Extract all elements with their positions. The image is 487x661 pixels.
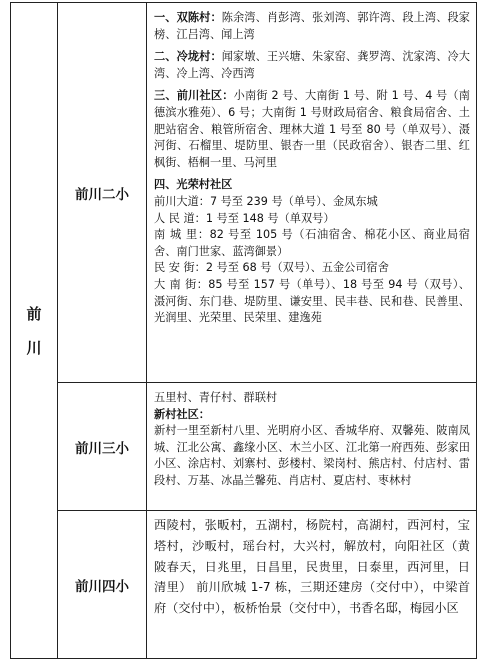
village-list: 五里村、青仔村、群联村 <box>154 391 278 404</box>
section-text: 小南街 2 号、大南街 1 号、附 1 号、4 号（南德滨水雅苑）、6 号；大南街 1 号财政局宿舍、粮食局宿舍、土肥站宿舍、粮管所宿舍、理林大道 1 号至 80 号（单双号）、滠河街、石榴里、堤防里、银杏一里（民政宿舍）、银杏二里、红枫街、梧桐一里、马河里 <box>154 89 470 169</box>
school-name-cell <box>58 383 147 511</box>
section-title: 三、前川社区： <box>154 89 234 103</box>
table-row <box>11 511 477 659</box>
street-line: 民 安 街：2 号至 68 号（双号）、五金公司宿舍 <box>154 261 389 275</box>
section-text: 陈余湾、肖彭湾、张刘湾、郭许湾、段上湾、段家榜、江吕湾、闻上湾 <box>154 11 470 41</box>
section-4-title: 四、光荣村社区 <box>154 178 233 192</box>
school-name: 前川四小 <box>75 578 129 595</box>
table-row <box>11 3 477 383</box>
street-line: 大 南 街：85 号至 157 号（单号）、18 号至 94 号（双号）、滠河街、东门巷、堤防里、谦安里、民丰巷、民和巷、民善里、光润里、光荣里、民荣里、建逸苑 <box>154 277 470 325</box>
school-name: 前川二小 <box>75 186 129 203</box>
section-3 <box>154 88 470 171</box>
section-title: 二、冷垅村： <box>154 50 222 64</box>
school-name-cell <box>58 3 147 383</box>
school-name-cell <box>58 511 147 659</box>
section-text: 闻家墩、王兴塘、朱家窑、龚罗湾、沈家湾、冷大湾、冷上湾、冷西湾 <box>154 50 470 80</box>
service-area-cell <box>147 511 477 659</box>
community-title: 新村社区： <box>154 407 210 421</box>
service-area-cell <box>147 3 477 383</box>
district-cell <box>11 3 58 659</box>
community-list: 新村一里至新村八里、光明府小区、香城华府、双馨苑、陂南凤城、江北公寓、鑫缘小区、木兰小区、江北第一府西苑、彭家田小区、涂店村、刘寨村、彭楼村、梁岗村、熊店村、付店村、雷段村、万基、冰晶兰馨苑、肖店村、夏店村、枣林村 <box>154 424 470 487</box>
section-1 <box>154 10 470 43</box>
street-line: 南 城 里：82 号至 105 号（石油宿舍、棉花小区、商业局宿舍、南门世家、蓝湾御景） <box>154 228 470 258</box>
section-title: 一、双陈村： <box>154 11 222 24</box>
table-row <box>11 383 477 511</box>
district-name: 前川 <box>26 304 42 357</box>
school-name: 前川三小 <box>75 440 129 457</box>
service-area-cell <box>147 383 477 511</box>
section-2 <box>154 49 470 82</box>
street-line: 前川大道：7 号至 239 号（单号）、金凤东城 <box>154 194 378 208</box>
school-district-table <box>10 2 477 659</box>
street-line: 人 民 道：1 号至 148 号（单双号） <box>154 211 335 225</box>
area-list: 西陵村，张畈村，五湖村，杨院村，高湖村，西河村，宝塔村，沙畈村，瑶台村，大兴村，解放村，向阳社区（黄陂春天，日兆里，日昌里，民贵里，日泰里，西河里，日清里） 前川欣城 1-7 栋，三期还建房（交付中），中梁首府（交付中），板桥怡景（交付中），书香名邸，梅园小区 <box>154 518 470 616</box>
